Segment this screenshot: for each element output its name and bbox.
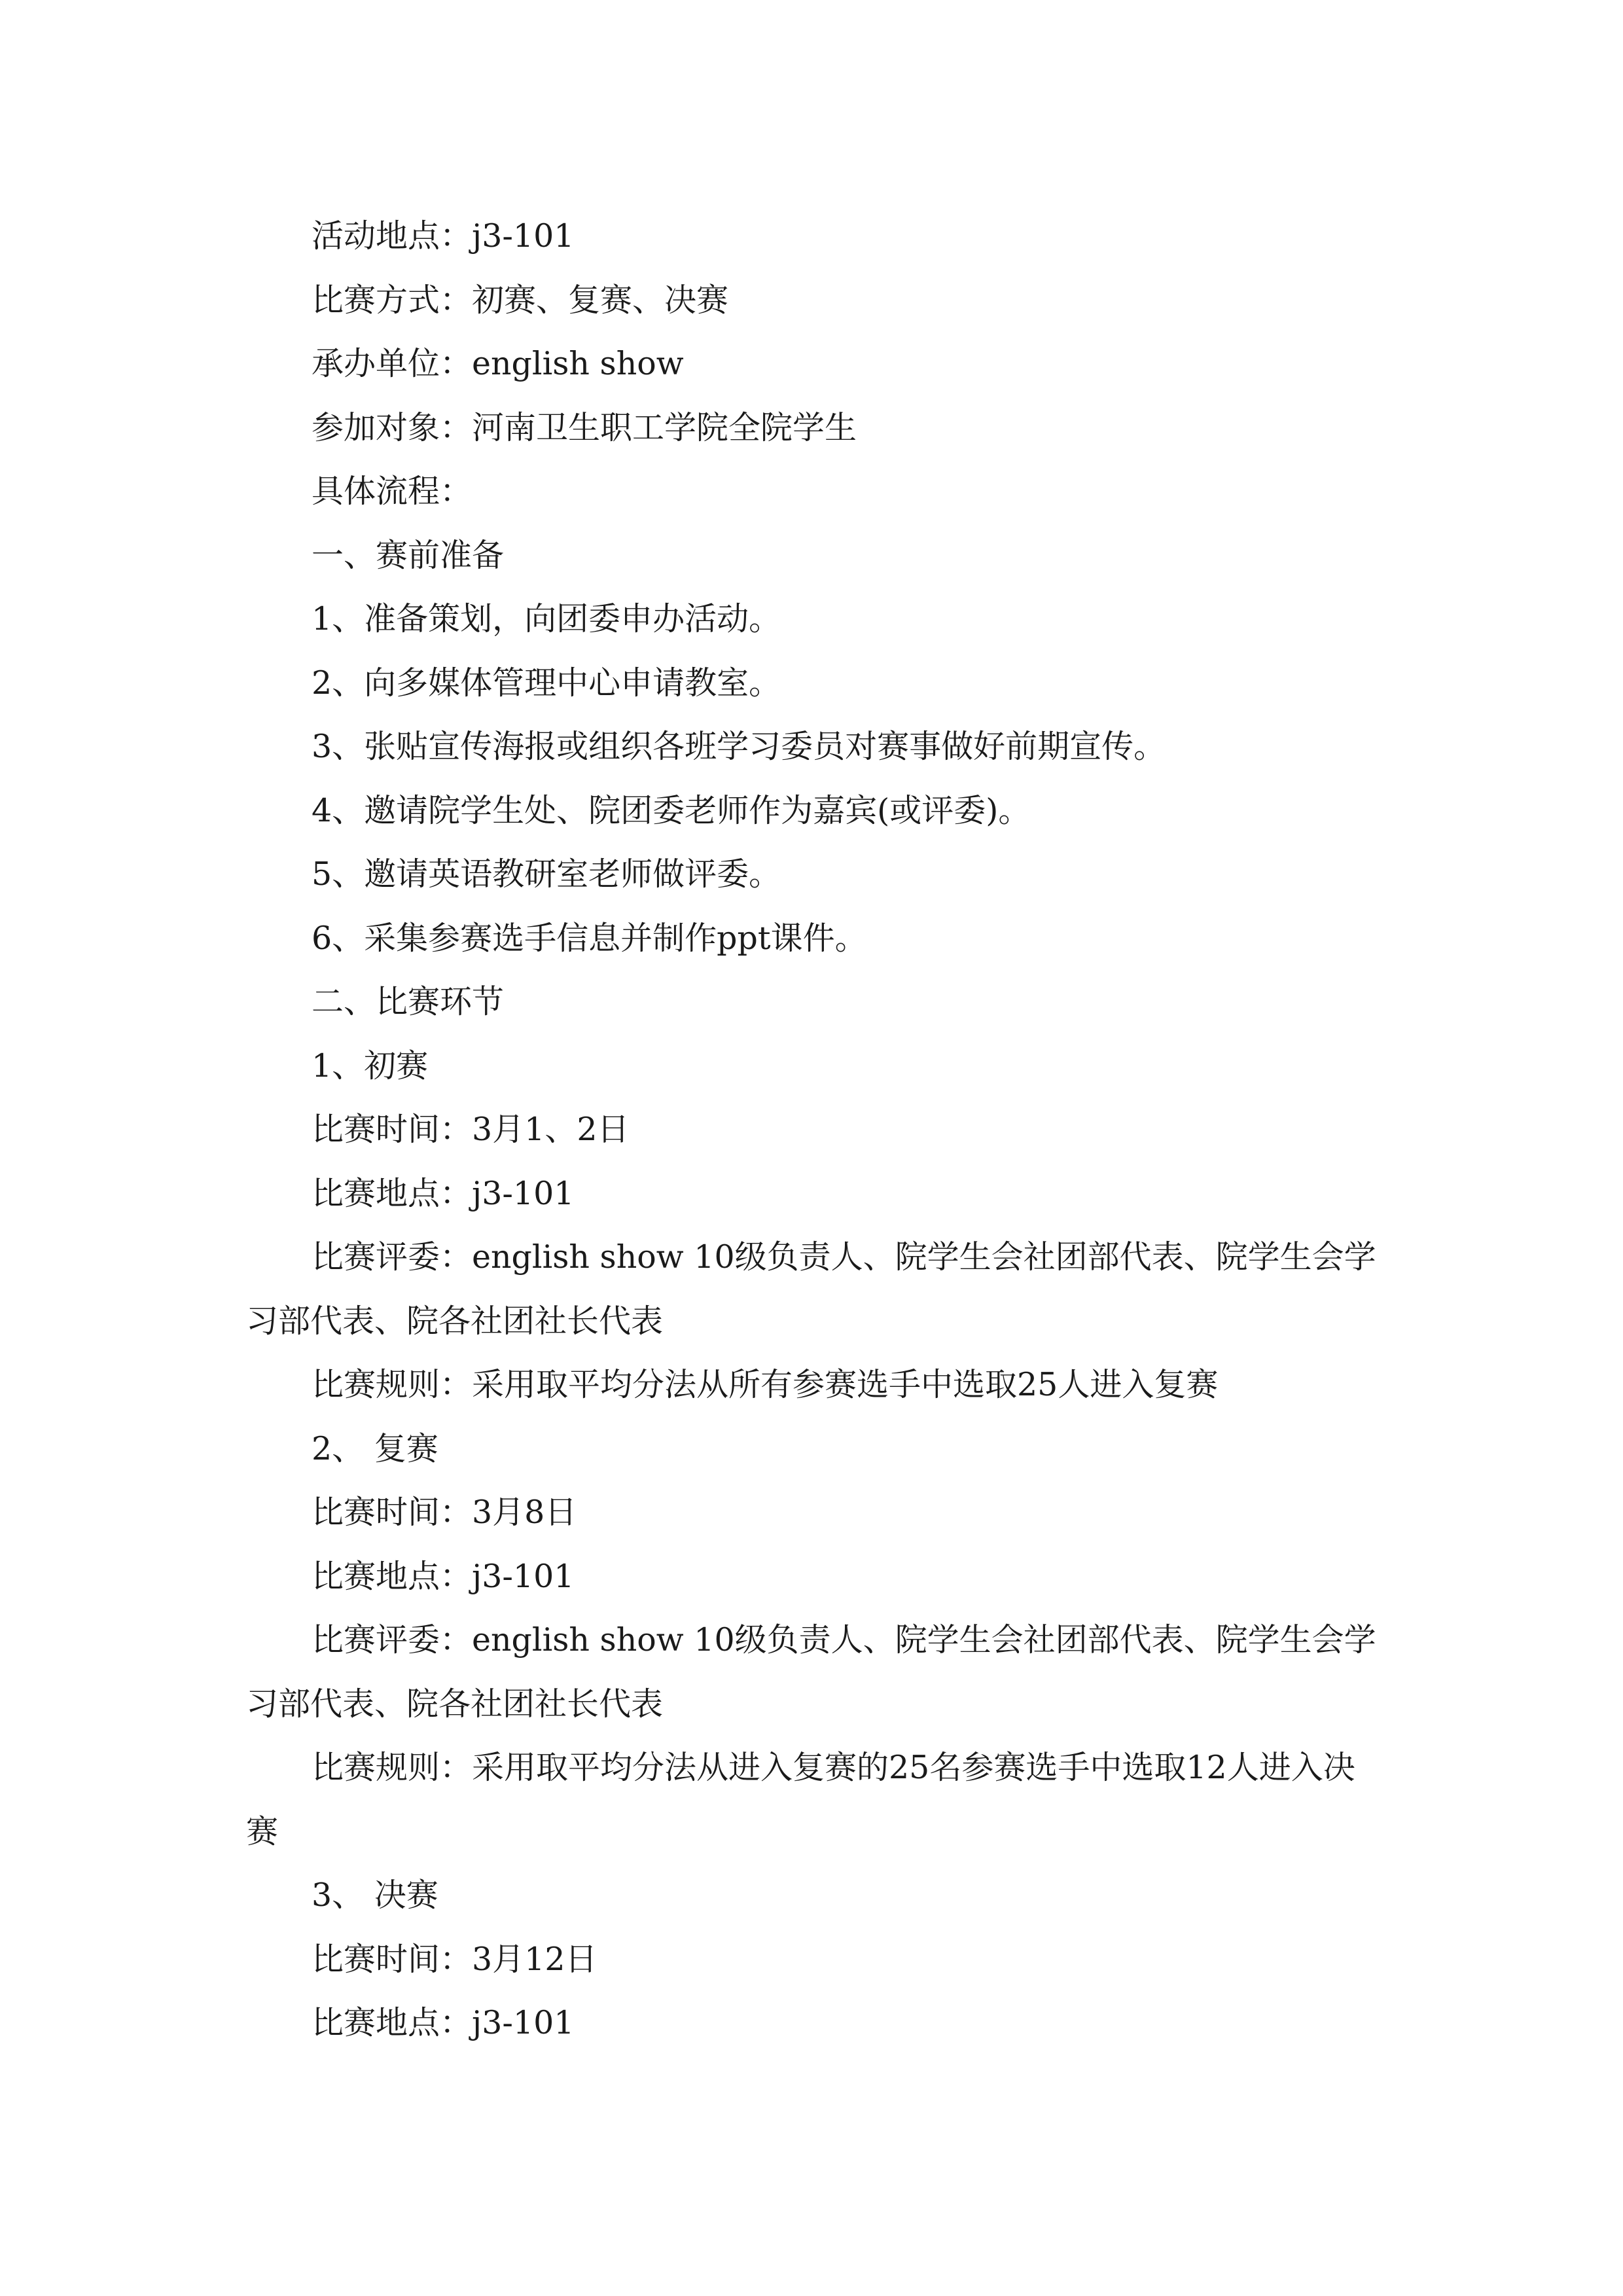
paragraph-procedure-heading: 具体流程：: [312, 473, 473, 510]
section-heading-preparation: 一、赛前准备: [312, 536, 505, 574]
stage-heading-preliminary: 1、初赛: [312, 1047, 429, 1085]
preliminary-judges: 比赛评委：english show 10级负责人、院学生会社团部代表、院学生会学习部代表、院各社团社长代表: [246, 1238, 1376, 1340]
section-heading-competition-stages: 二、比赛环节: [312, 983, 505, 1020]
preliminary-time: 比赛时间：3月1、2日: [312, 1111, 630, 1148]
list-item: 5、邀请英语教研室老师做评委。: [312, 855, 781, 893]
semifinal-judges: 比赛评委：english show 10级负责人、院学生会社团部代表、院学生会学习部代表、院各社团社长代表: [246, 1621, 1376, 1723]
list-item: 4、邀请院学生处、院团委老师作为嘉宾(或评委)。: [312, 791, 1031, 829]
preliminary-rules: 比赛规则：采用取平均分法从所有参赛选手中选取25人进入复赛: [312, 1366, 1219, 1403]
document-body: [246, 204, 1382, 2055]
semifinal-time: 比赛时间：3月8日: [312, 1494, 577, 1531]
final-time: 比赛时间：3月12日: [312, 1940, 597, 1978]
list-item: 6、采集参赛选手信息并制作ppt课件。: [312, 919, 867, 957]
semifinal-rules: 比赛规则：采用取平均分法从进入复赛的25名参赛选手中选取12人进入决赛: [246, 1749, 1355, 1850]
stage-heading-semifinal: 2、 复赛: [312, 1429, 438, 1467]
list-item: 2、向多媒体管理中心申请教室。: [312, 664, 781, 702]
list-item: 3、张贴宣传海报或组织各班学习委员对赛事做好前期宣传。: [312, 728, 1166, 765]
final-location: 比赛地点：j3-101: [312, 2004, 575, 2041]
semifinal-location: 比赛地点：j3-101: [312, 1557, 575, 1595]
paragraph-competition-format: 比赛方式：初赛、复赛、决赛: [312, 281, 729, 319]
paragraph-organizer: 承办单位：english show: [312, 345, 684, 382]
preliminary-location: 比赛地点：j3-101: [312, 1174, 575, 1212]
stage-heading-final: 3、 决赛: [312, 1876, 438, 1914]
list-item: 1、准备策划，向团委申办活动。: [312, 600, 781, 637]
paragraph-activity-location: 活动地点：j3-101: [312, 217, 575, 255]
paragraph-participants: 参加对象：河南卫生职工学院全院学生: [312, 408, 857, 446]
